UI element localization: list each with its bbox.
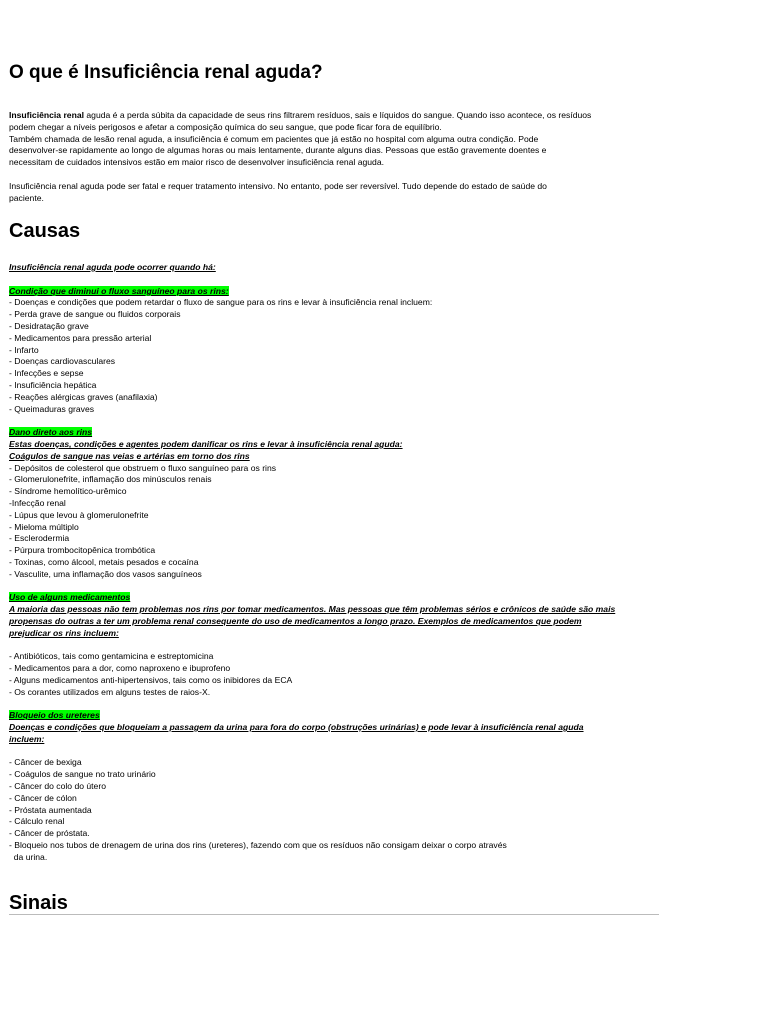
list-item: - Esclerodermia: [9, 533, 70, 544]
intro-section: [9, 110, 659, 204]
list-item: - Síndrome hemolítico-urêmico: [9, 486, 127, 497]
list-item: - Glomerulonefrite, inflamação dos minúsculos renais: [9, 474, 212, 485]
group-title-line: [9, 710, 659, 722]
causas-lead: Insuficiência renal aguda pode ocorrer quando há:: [9, 262, 216, 272]
spacer: [9, 274, 659, 286]
group-description: A maioria das pessoas não tem problemas nos rins por tomar medicamentos. Mas pessoas que têm problemas sérios e crônicos de saúde são mais: [9, 604, 616, 615]
list-item: - Reações alérgicas graves (anafilaxia): [9, 391, 158, 402]
spacer: [9, 640, 659, 652]
list-item: - Púrpura trombocitopênica trombótica: [9, 545, 156, 556]
list-item: - Câncer de bexiga: [9, 757, 82, 768]
section-heading-sinais: Sinais: [9, 892, 68, 914]
section-divider: [9, 914, 659, 915]
group-title-highlight: Uso de alguns medicamentos: [9, 592, 131, 603]
list-item: -Infecção renal: [9, 497, 66, 508]
intro-line: paciente.: [9, 192, 44, 203]
intro-paragraph-1: [9, 110, 659, 169]
spacer: [9, 415, 659, 427]
list-item: - Doenças e condições que podem retardar o fluxo de sangue para os rins e levar à insuficiência renal incluem:: [9, 297, 433, 308]
intro-line: desenvolver-se rapidamente ao longo de algumas horas ou mais lentamente, durante alguns dias. Pessoas que estão gravemente doentes e: [9, 145, 547, 156]
group-title-line: [9, 592, 659, 604]
list-item: - Mieloma múltiplo: [9, 521, 79, 532]
list-item: - Toxinas, como álcool, metais pesados e cocaína: [9, 556, 199, 567]
group1-list: [9, 297, 659, 415]
page-title: O que é Insuficiência renal aguda?: [9, 62, 323, 83]
group3-list: [9, 651, 659, 698]
list-item: - Vasculite, uma inflamação dos vasos sanguíneos: [9, 568, 202, 579]
list-item: da urina.: [9, 851, 48, 862]
group-description: Doenças e condições que bloqueiam a passagem da urina para fora do corpo (obstruções urinárias) e pode levar à insuficiência renal aguda: [9, 722, 584, 733]
spacer: [9, 169, 659, 181]
list-item: - Câncer do colo do útero: [9, 781, 106, 792]
group-subtitle: Estas doenças, condições e agentes podem danificar os rins e levar à insuficiência renal aguda:: [9, 438, 403, 449]
list-item: - Câncer de cólon: [9, 792, 77, 803]
list-item: - Câncer de próstata.: [9, 828, 90, 839]
list-item: - Os corantes utilizados em alguns testes de raios-X.: [9, 686, 211, 697]
group-title-highlight: Condição que diminui o fluxo sanguíneo para os rins:: [9, 285, 229, 296]
list-item: - Doenças cardiovasculares: [9, 356, 116, 367]
group-title-highlight: Dano direto aos rins: [9, 427, 93, 438]
intro-text: aguda é a perda súbita da capacidade de seus rins filtrarem resíduos, sais e líquidos do sangue. Quando isso acontece, os resíduos: [84, 110, 592, 120]
list-item: - Depósitos de colesterol que obstruem o fluxo sanguíneo para os rins: [9, 462, 277, 473]
intro-paragraph-2: [9, 181, 659, 205]
list-item: - Coágulos de sangue no trato urinário: [9, 769, 156, 780]
list-item: - Perda grave de sangue ou fluidos corporais: [9, 309, 181, 320]
intro-line: [9, 110, 659, 122]
list-item: - Lúpus que levou à glomerulonefrite: [9, 509, 149, 520]
intro-line: Também chamada de lesão renal aguda, a insuficiência é comum em pacientes que já estão no hospital com alguma outra condição. Pode: [9, 133, 539, 144]
list-item: - Próstata aumentada: [9, 804, 92, 815]
list-item: - Cálculo renal: [9, 816, 65, 827]
list-item: - Infecções e sepse: [9, 368, 84, 379]
list-item: - Queimaduras graves: [9, 403, 95, 414]
spacer: [9, 581, 659, 593]
group-description: incluem:: [9, 733, 45, 744]
list-item: - Medicamentos para pressão arterial: [9, 332, 152, 343]
group-description: prejudicar os rins incluem:: [9, 627, 119, 638]
intro-line: Insuficiência renal aguda pode ser fatal e requer tratamento intensivo. No entanto, pode ser reversível. Tudo depende do estado de saúde do: [9, 180, 547, 191]
spacer: [9, 746, 659, 758]
group2-list: [9, 463, 659, 581]
group-subtitle: Coágulos de sangue nas veias e artérias em torno dos rins: [9, 450, 250, 461]
intro-line: podem chegar a níveis perigosos e afetar a composição química do seu sangue, que pode ficar fora de equilíbrio.: [9, 121, 442, 132]
intro-line: necessitam de cuidados intensivos estão em maior risco de desenvolver insuficiência renal aguda.: [9, 157, 384, 168]
spacer: [9, 698, 659, 710]
list-item: - Medicamentos para a dor, como naproxeno e ibuprofeno: [9, 663, 231, 674]
list-item: - Insuficiência hepática: [9, 379, 97, 390]
group-title-highlight: Bloqueio dos ureteres: [9, 710, 100, 721]
section-heading-causas: Causas: [9, 220, 81, 242]
list-item: - Desidratação grave: [9, 320, 89, 331]
intro-bold-term: Insuficiência renal: [9, 110, 84, 120]
group-title-line: [9, 286, 659, 298]
group-description: propensas do outras a ter um problema renal consequente do uso de medicamentos a longo prazo. Exemplos de medicamentos que podem: [9, 615, 582, 626]
list-item: - Infarto: [9, 344, 39, 355]
group4-list: [9, 757, 659, 863]
list-item: - Antibióticos, tais como gentamicina e estreptomicina: [9, 651, 214, 662]
list-item: - Alguns medicamentos anti-hipertensivos, tais como os inibidores da ECA: [9, 674, 293, 685]
list-item: - Bloqueio nos tubos de drenagem de urina dos rins (ureteres), fazendo com que os resíduos não consigam deixar o corpo através: [9, 840, 507, 851]
group-title-line: [9, 427, 659, 439]
causas-section: [9, 262, 659, 864]
